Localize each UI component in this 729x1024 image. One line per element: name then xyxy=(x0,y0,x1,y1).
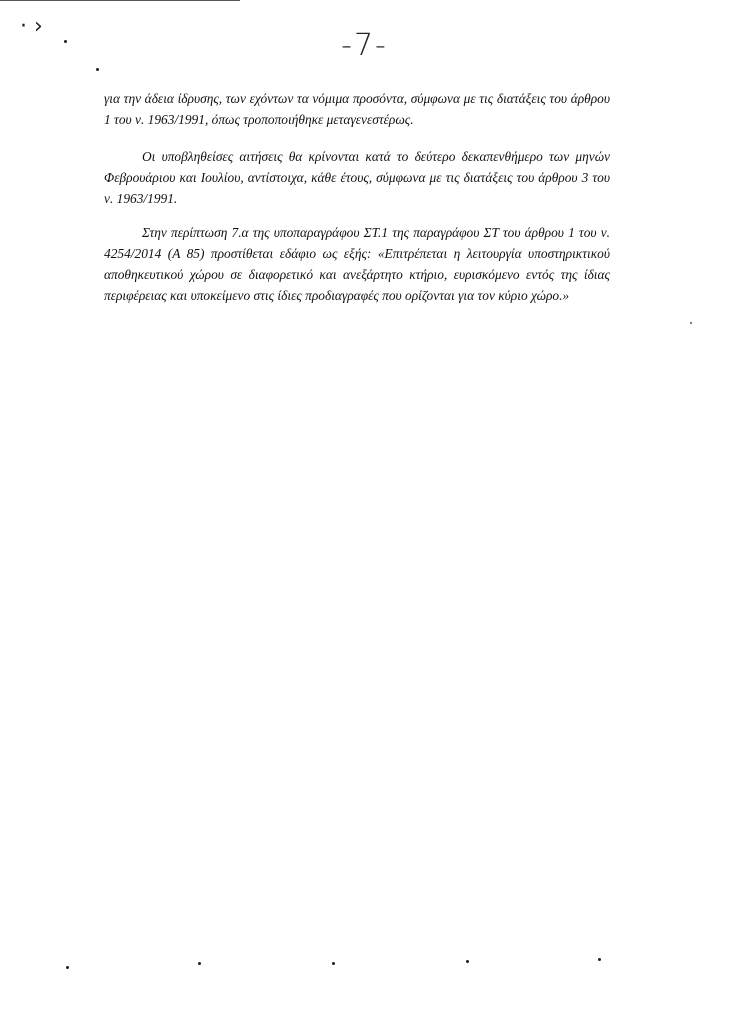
scan-speck xyxy=(66,966,69,969)
top-border-line xyxy=(0,0,240,1)
scan-speck xyxy=(198,962,201,965)
scan-speck xyxy=(96,68,99,71)
scan-speck xyxy=(598,958,601,961)
page-number: -7- xyxy=(341,28,388,63)
paragraph-1: για την άδεια ίδρυσης, των εχόντων τα νόμιμα προσόντα, σύμφωνα με τις διατάξεις του άρθρου 1 του ν. 1963/1991, όπως τροποποιήθηκε μεταγενεστέρως. xyxy=(104,91,610,127)
scan-speck xyxy=(332,962,335,965)
scan-speck xyxy=(690,322,692,324)
corner-scan-mark: · › xyxy=(20,14,43,39)
document-body xyxy=(104,88,610,319)
paragraph-2: Οι υποβληθείσες αιτήσεις θα κρίνονται κατά το δεύτερο δεκαπενθήμερο των μηνών Φεβρουάριου και Ιουλίου, αντίστοιχα, κάθε έτους, σύμφωνα με τις διατάξεις του άρθρου 3 του ν. 1963/1991. xyxy=(104,149,610,206)
paragraph-3: Στην περίπτωση 7.α της υποπαραγράφου ΣΤ.1 της παραγράφου ΣΤ του άρθρου 1 του ν. 4254/2014 (Α 85) προστίθεται εδάφιο ως εξής: «Επιτρέπεται η λειτουργία υποστηρικτικού αποθηκευτικού χώρου σε διαφορετικό και ανεξάρτητο κτήριο, ευρισκόμενο εντός της ίδιας περιφέρειας και υποκείμενο στις ίδιες προδιαγραφές που ορίζονται για τον κύριο χώρο.» xyxy=(104,225,610,303)
scan-speck xyxy=(466,960,469,963)
